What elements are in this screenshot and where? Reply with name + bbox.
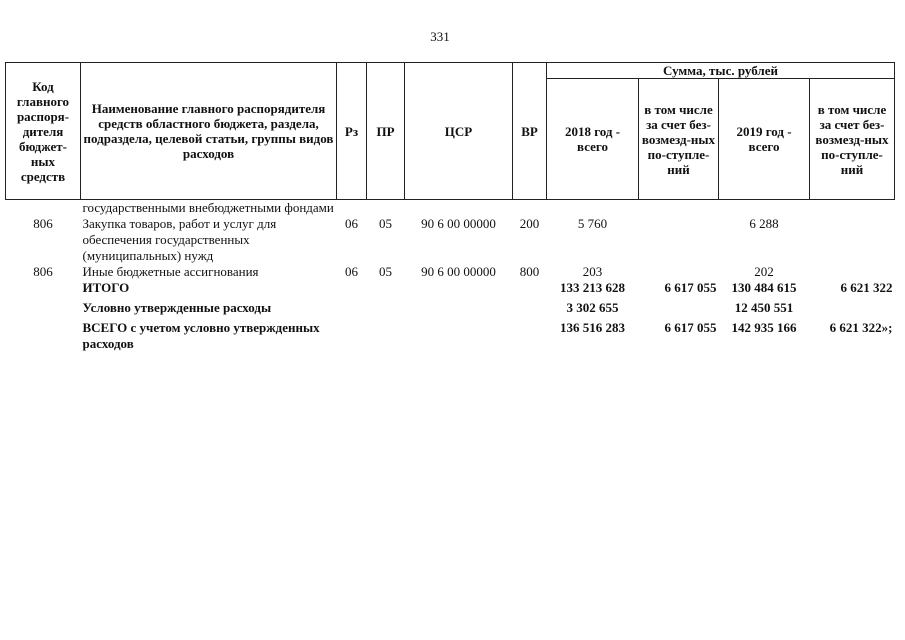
col-header-name: Наименование главного распорядителя средств областного бюджета, раздела, подраздела, целевой статьи, группы видов расходов <box>81 63 337 200</box>
cell-2019-total <box>719 200 810 217</box>
table-row <box>6 264 895 280</box>
cell-2018-total: 203 <box>582 264 603 279</box>
cell-vr: 800 <box>519 264 540 279</box>
cell-2018-total <box>547 200 639 217</box>
cell-2018-free <box>639 264 719 280</box>
conditional-2018-total: 3 302 655 <box>566 300 619 315</box>
cell-vr: 200 <box>519 216 540 231</box>
col-header-2018-free: в том числе за счет без-возмезд-ных по-ступле-ний <box>639 79 719 200</box>
cell-2018-total: 5 760 <box>577 216 608 231</box>
cell-2019-free <box>810 216 895 264</box>
col-header-rz: Рз <box>337 63 367 200</box>
cell-2018-free <box>639 200 719 217</box>
cell-name: Закупка товаров, работ и услуг для обеспечения государственных (муниципальных) нужд <box>82 216 277 263</box>
conditional-expenses-label: Условно утвержденные расходы <box>82 300 272 315</box>
cell-2019-free <box>810 200 895 217</box>
total-2018-total: 133 213 628 <box>560 280 625 295</box>
cell-name: государственными внебюджетными фондами <box>82 200 334 215</box>
cell-code: 806 <box>33 264 53 279</box>
cell-rz <box>337 200 367 217</box>
col-header-csr: ЦСР <box>405 63 513 200</box>
table-row <box>6 200 895 217</box>
cell-pr: 05 <box>379 216 392 231</box>
total-row <box>6 280 895 296</box>
cell-vr <box>513 200 547 217</box>
conditional-2018-free <box>639 296 719 316</box>
cell-pr <box>367 200 405 217</box>
cell-2019-total: 6 288 <box>749 216 779 231</box>
cell-csr <box>405 200 513 217</box>
page-number: 331 <box>430 29 450 44</box>
total-label: ИТОГО <box>82 280 130 295</box>
cell-rz: 06 <box>345 216 358 231</box>
cell-csr: 90 6 00 00000 <box>421 264 496 279</box>
cell-code <box>6 200 81 217</box>
cell-name: Иные бюджетные ассигнования <box>82 264 259 279</box>
total-2018-free: 6 617 055 <box>664 280 717 295</box>
col-header-pr: ПР <box>367 63 405 200</box>
conditional-expenses-row <box>6 296 895 316</box>
cell-rz: 06 <box>345 264 358 279</box>
col-header-2019-free: в том числе за счет без-возмезд-ных по-ступле-ний <box>810 79 895 200</box>
cell-2019-total: 202 <box>754 264 774 279</box>
col-header-sum: Сумма, тыс. рублей <box>547 63 895 79</box>
col-header-2019-total: 2019 год - всего <box>719 79 810 200</box>
cell-2019-free <box>810 264 895 280</box>
grand-total-2018-free: 6 617 055 <box>664 320 717 335</box>
grand-total-row <box>6 316 895 352</box>
total-2019-free: 6 621 322 <box>840 280 893 295</box>
grand-total-2019-total: 142 935 166 <box>731 320 797 335</box>
cell-2018-free <box>639 216 719 264</box>
cell-csr: 90 6 00 00000 <box>421 216 496 231</box>
total-2019-total: 130 484 615 <box>731 280 797 295</box>
cell-pr: 05 <box>379 264 392 279</box>
grand-total-2018-total: 136 516 283 <box>560 320 625 335</box>
conditional-2019-total: 12 450 551 <box>734 300 794 315</box>
budget-table <box>5 62 895 352</box>
col-header-code: Код главного распоря-дителя бюджет-ных средств <box>6 63 81 200</box>
table-row <box>6 216 895 264</box>
cell-code: 806 <box>33 216 53 231</box>
col-header-vr: ВР <box>513 63 547 200</box>
grand-total-label: ВСЕГО с учетом условно утвержденных расходов <box>82 320 320 351</box>
col-header-2018-total: 2018 год - всего <box>547 79 639 200</box>
conditional-2019-free <box>810 296 895 316</box>
grand-total-2019-free: 6 621 322»; <box>829 320 893 335</box>
